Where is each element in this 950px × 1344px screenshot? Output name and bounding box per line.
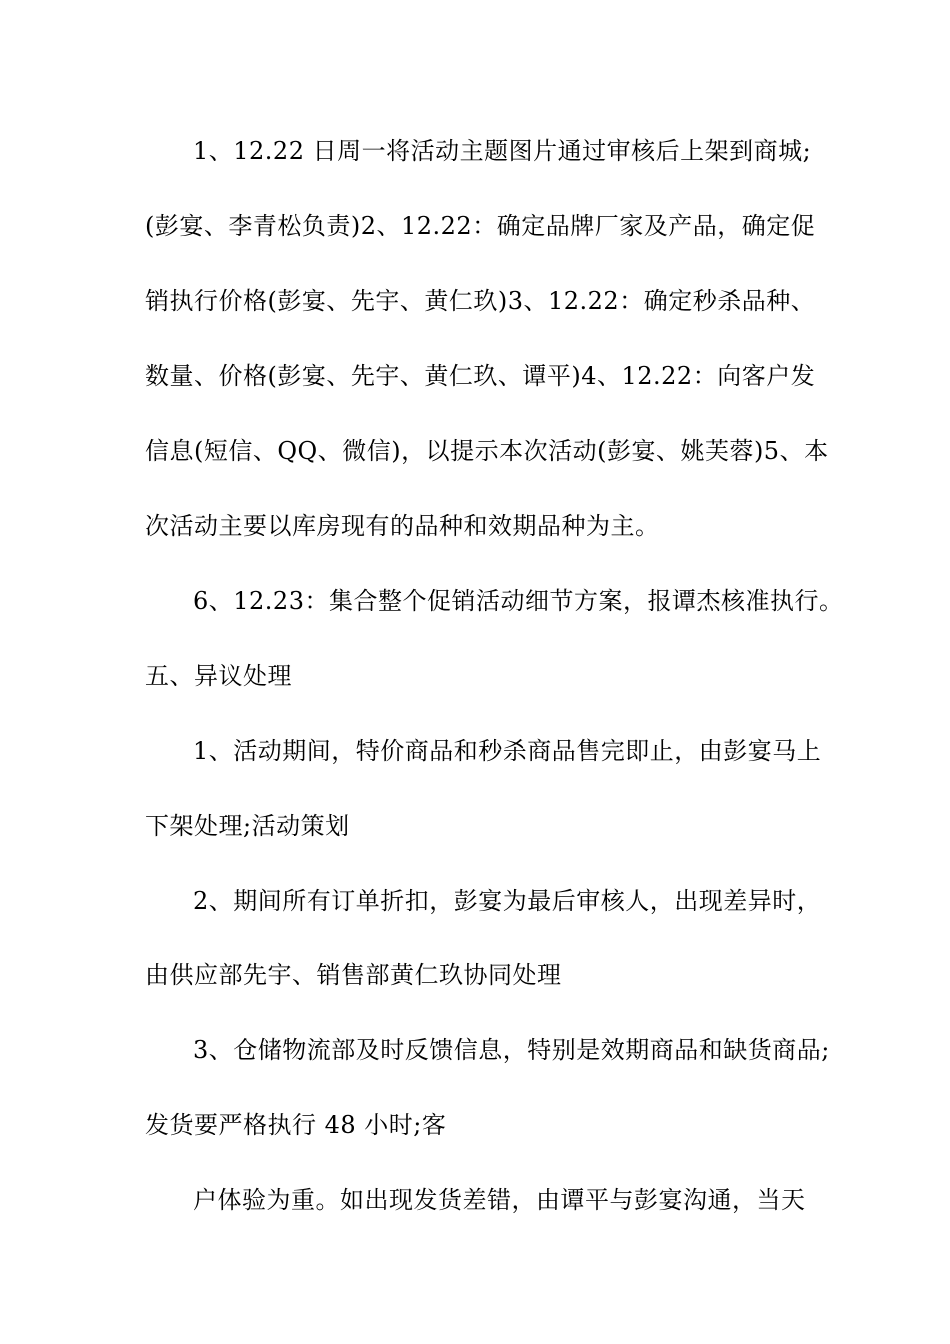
paragraph-line-11: 2、期间所有订单折扣，彭宴为最后审核人，出现差异时， [193, 887, 822, 915]
paragraph-line-12: 由供应部先宇、销售部黄仁玖协同处理 [145, 961, 562, 989]
paragraph-line-15: 户体验为重。如出现发货差错，由谭平与彭宴沟通，当天 [193, 1186, 806, 1214]
paragraph-line-6: 次活动主要以库房现有的品种和效期品种为主。 [145, 512, 660, 540]
paragraph-line-7: 6、12.23：集合整个促销活动细节方案，报谭杰核准执行。 [193, 587, 844, 615]
section-heading: 五、异议处理 [145, 662, 292, 690]
paragraph-line-3: 销执行价格(彭宴、先宇、黄仁玖)3、12.22：确定秒杀品种、 [145, 287, 816, 315]
paragraph-line-9: 1、活动期间，特价商品和秒杀商品售完即止，由彭宴马上 [193, 737, 822, 765]
paragraph-line-5: 信息(短信、QQ、微信)，以提示本次活动(彭宴、姚芙蓉)5、本 [145, 437, 829, 465]
paragraph-line-10: 下架处理;活动策划 [145, 812, 350, 840]
paragraph-line-4: 数量、价格(彭宴、先宇、黄仁玖、谭平)4、12.22：向客户发 [145, 362, 816, 390]
paragraph-line-13: 3、仓储物流部及时反馈信息，特别是效期商品和缺货商品; [193, 1036, 830, 1064]
paragraph-line-2: (彭宴、李青松负责)2、12.22：确定品牌厂家及产品，确定促 [145, 212, 816, 240]
paragraph-line-1: 1、12.22 日周一将活动主题图片通过审核后上架到商城; [193, 137, 812, 165]
paragraph-line-14: 发货要严格执行 48 小时;客 [145, 1111, 447, 1139]
